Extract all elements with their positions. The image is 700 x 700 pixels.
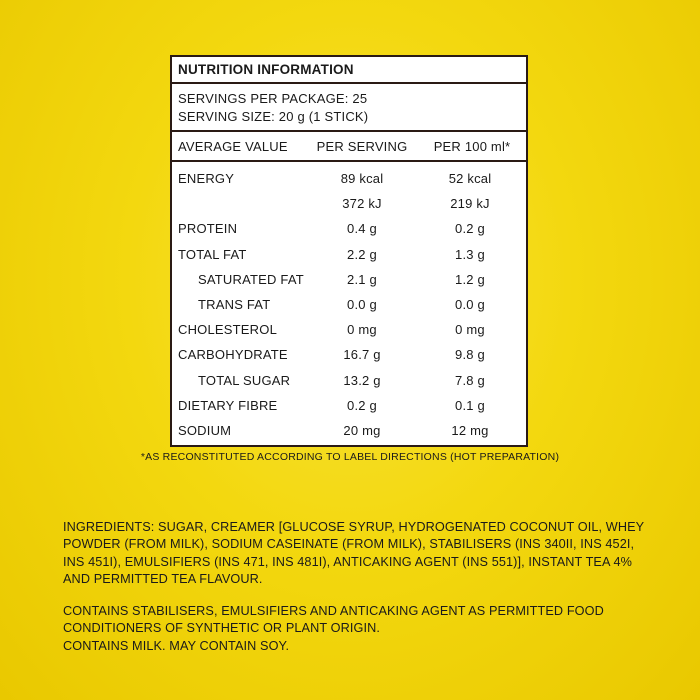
- per-100ml-value: 0.1 g: [455, 397, 485, 413]
- nutrient-name: TOTAL FAT: [178, 246, 247, 262]
- nutrient-name: DIETARY FIBRE: [178, 397, 278, 413]
- nutrient-name: TRANS FAT: [198, 296, 271, 312]
- per-serving-value: 2.1 g: [347, 271, 377, 287]
- per-100ml-value: 0.0 g: [455, 296, 485, 312]
- per-100ml-value: 9.8 g: [455, 347, 485, 363]
- per-serving-value: 0.4 g: [347, 221, 377, 237]
- per-100ml-value: 0.2 g: [455, 221, 485, 237]
- nutrient-rows: [172, 162, 526, 445]
- per-serving-value: 89 kcal: [340, 171, 384, 186]
- per-100ml-value: 1.3 g: [455, 246, 485, 262]
- per-100ml-value: 1.2 g: [455, 271, 485, 287]
- table-row: [172, 292, 526, 317]
- servings-block: [172, 84, 526, 132]
- per-serving-value: 13.2 g: [343, 372, 381, 388]
- nutrient-name: CHOLESTEROL: [178, 322, 278, 338]
- allergen-statement: CONTAINS MILK. MAY CONTAIN SOY.: [63, 638, 290, 653]
- header-per-serving: PER SERVING: [316, 139, 408, 154]
- nutrient-name: CARBOHYDRATE: [178, 347, 288, 363]
- contains-block: [63, 603, 653, 655]
- table-row: [172, 267, 526, 292]
- nutrient-name: SODIUM: [178, 422, 232, 438]
- per-100ml-value: 52 kcal: [448, 171, 492, 186]
- per-serving-value: 20 mg: [343, 422, 381, 438]
- nutrition-panel: [170, 55, 528, 447]
- table-row: [172, 393, 526, 418]
- header-average-value: AVERAGE VALUE: [178, 139, 288, 154]
- table-row: [172, 242, 526, 267]
- per-serving-value: 372 kJ: [342, 196, 382, 212]
- serving-size: SERVING SIZE: 20 g (1 STICK): [178, 109, 369, 124]
- nutrient-name: ENERGY: [178, 171, 235, 186]
- per-serving-value: 2.2 g: [347, 246, 377, 262]
- per-100ml-value: 7.8 g: [455, 372, 485, 388]
- per-serving-value: 0.2 g: [347, 397, 377, 413]
- per-serving-value: 0.0 g: [347, 296, 377, 312]
- table-row: [172, 166, 526, 191]
- nutrient-name: PROTEIN: [178, 221, 238, 237]
- table-row: [172, 418, 526, 443]
- table-row: [172, 216, 526, 241]
- ingredients-text: INGREDIENTS: SUGAR, CREAMER [GLUCOSE SYRUP, HYDROGENATED COCONUT OIL, WHEY POWDER (FROM MILK), SODIUM CASEINATE (FROM MILK), STABILISERS (INS 340II, INS 452I, INS 451I), EMULSIFIERS (INS 471, INS 481I), ANTICAKING AGENT (INS 551)], INSTANT TEA 4% AND PERMITTED TEA FLAVOUR.: [63, 520, 645, 587]
- table-row: [172, 368, 526, 393]
- table-row: [172, 191, 526, 216]
- panel-title: NUTRITION INFORMATION: [172, 57, 526, 84]
- nutrient-name: SATURATED FAT: [198, 271, 304, 287]
- per-100ml-value: 12 mg: [451, 422, 489, 438]
- servings-per-package: SERVINGS PER PACKAGE: 25: [178, 91, 368, 106]
- table-header: [172, 132, 526, 162]
- footnote: *AS RECONSTITUTED ACCORDING TO LABEL DIRECTIONS (HOT PREPARATION): [140, 451, 560, 463]
- per-serving-value: 16.7 g: [343, 347, 381, 363]
- per-100ml-value: 0 mg: [455, 322, 485, 338]
- nutrient-name: TOTAL SUGAR: [198, 372, 291, 388]
- per-serving-value: 0 mg: [347, 322, 377, 338]
- table-row: [172, 342, 526, 367]
- header-per-100ml: PER 100 ml*: [433, 139, 511, 154]
- table-row: [172, 317, 526, 342]
- per-100ml-value: 219 kJ: [450, 196, 490, 212]
- contains-statement: CONTAINS STABILISERS, EMULSIFIERS AND ANTICAKING AGENT AS PERMITTED FOOD CONDITIONERS OF SYNTHETIC OR PLANT ORIGIN.: [63, 604, 604, 636]
